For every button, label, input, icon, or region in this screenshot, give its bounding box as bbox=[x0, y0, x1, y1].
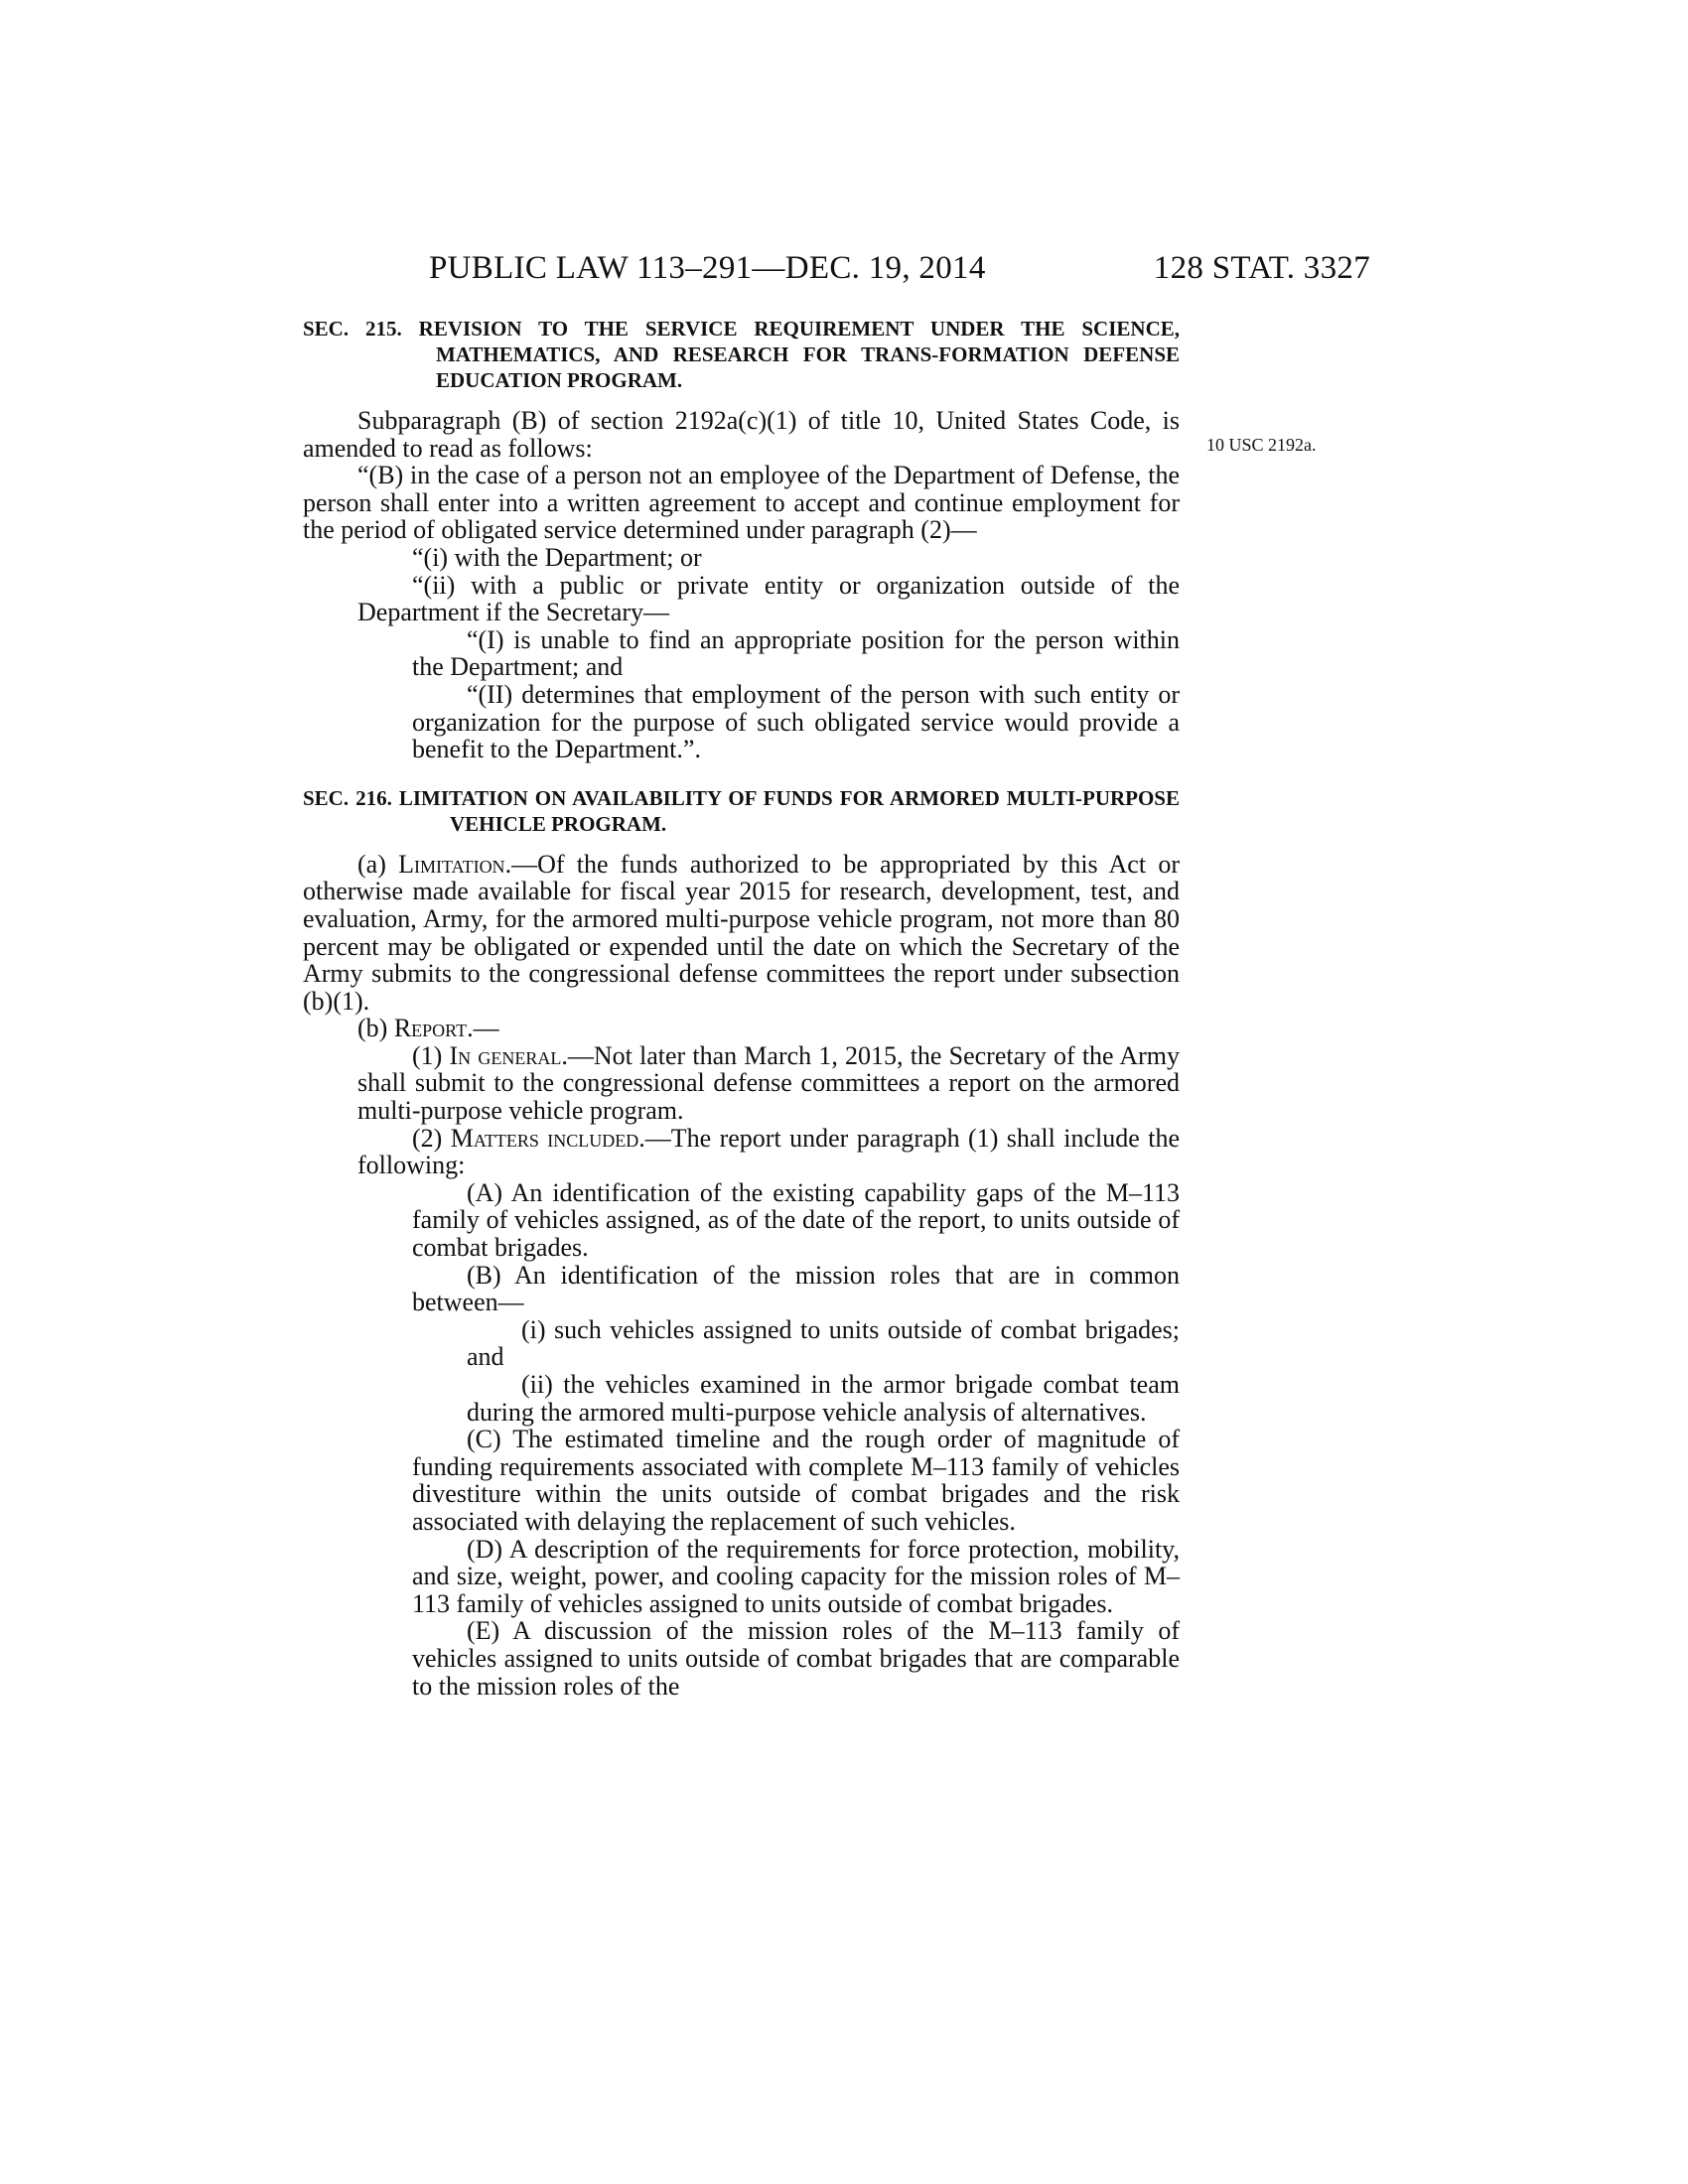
subsection-b-caption: Report bbox=[393, 1014, 468, 1043]
subparagraph-b: “(B) in the case of a person not an employee of the Department of Defense, the person shall enter into a written agreement to accept and continue employment for the period of obligated service determined under paragraph (2)— bbox=[303, 461, 1180, 545]
item-B: (B) An identification of the mission roles that are in common between— bbox=[412, 1260, 1180, 1317]
item-B-ii: (ii) the vehicles examined in the armor brigade combat team during the armored multi-purpose vehicle analysis of alternatives. bbox=[467, 1370, 1180, 1427]
section-215-intro: Subparagraph (B) of section 2192a(c)(1) of title 10, United States Code, is amended to read as follows: bbox=[303, 406, 1180, 463]
paragraph-b1-text: .—Not later than March 1, 2015, the Secretary of the Army shall submit to the congressional defense committees a report on the armored multi-purpose vehicle program. bbox=[357, 1040, 1180, 1126]
paragraph-b2-text: .—The report under paragraph (1) shall include the following: bbox=[357, 1123, 1180, 1180]
clause-i: “(i) with the Department; or bbox=[412, 542, 702, 572]
paragraph-b2-caption: Matters included bbox=[450, 1123, 639, 1153]
item-C: (C) The estimated timeline and the rough order of magnitude of funding requirements associated with complete M–113 family of vehicles divestiture within the units outside of combat brigades and the risk associated with delaying the replacement of such vehicles. bbox=[412, 1425, 1180, 1536]
item-B-i: (i) such vehicles assigned to units outside of combat brigades; and bbox=[467, 1314, 1180, 1372]
subsection-a-text: .—Of the funds authorized to be appropriated by this Act or otherwise made available for fiscal year 2015 for research, development, test, and evaluation, Army, for the armored multi-purpose vehicle program, not more than 80 percent may be obligated or expended until the date on which the Secretary of the Army submits to the congressional defense committees the report under subsection (b)(1). bbox=[303, 849, 1180, 1016]
subsection-b-text: .— bbox=[467, 1014, 499, 1043]
running-header-statute-page: 128 STAT. 3327 bbox=[1153, 250, 1370, 286]
subclause-II: “(II) determines that employment of the person with such entity or organization for the purpose of such obligated service would provide a benefit to the Department.”. bbox=[412, 679, 1180, 764]
item-D: (D) A description of the requirements for force protection, mobility, and size, weight, power, and cooling capacity for the mission roles of M–113 family of vehicles assigned to units outside of combat brigades. bbox=[412, 1534, 1180, 1618]
paragraph-b2-label: (2) bbox=[412, 1123, 451, 1153]
subsection-a-caption: Limitation bbox=[398, 849, 505, 879]
paragraph-b1 bbox=[303, 1042, 1180, 1125]
clause-ii: “(ii) with a public or private entity or organization outside of the Department if the Secretary— bbox=[357, 570, 1180, 627]
item-E: (E) A discussion of the mission roles of the M–113 family of vehicles assigned to units outside of combat brigades that are comparable to the mission roles of the bbox=[412, 1616, 1180, 1701]
paragraph-b1-label: (1) bbox=[412, 1040, 450, 1070]
subsection-b-label: (b) bbox=[357, 1014, 394, 1043]
subsection-a-label: (a) bbox=[357, 849, 399, 879]
subsection-a bbox=[303, 851, 1180, 1016]
body-text bbox=[303, 316, 1180, 1700]
running-header-law: PUBLIC LAW 113–291—DEC. 19, 2014 bbox=[429, 250, 986, 286]
subclause-I: “(I) is unable to find an appropriate position for the person within the Department; and bbox=[412, 624, 1180, 682]
paragraph-b1-caption: In general bbox=[449, 1040, 562, 1070]
item-A: (A) An identification of the existing capability gaps of the M–113 family of vehicles assigned, as of the date of the report, to units outside of combat brigades. bbox=[412, 1177, 1180, 1263]
margin-citation: 10 USC 2192a. bbox=[1206, 435, 1317, 455]
subsection-b bbox=[303, 1015, 1180, 1042]
section-215-heading: SEC. 215. REVISION TO THE SERVICE REQUIREMENT UNDER THE SCIENCE, MATHEMATICS, AND RESEARCH FOR TRANS-FORMATION DEFENSE EDUCATION PROGRAM. bbox=[303, 317, 1180, 392]
section-216-heading: SEC. 216. LIMITATION ON AVAILABILITY OF FUNDS FOR ARMORED MULTI-PURPOSE VEHICLE PROGRAM. bbox=[303, 785, 1180, 836]
paragraph-b2 bbox=[303, 1125, 1180, 1179]
